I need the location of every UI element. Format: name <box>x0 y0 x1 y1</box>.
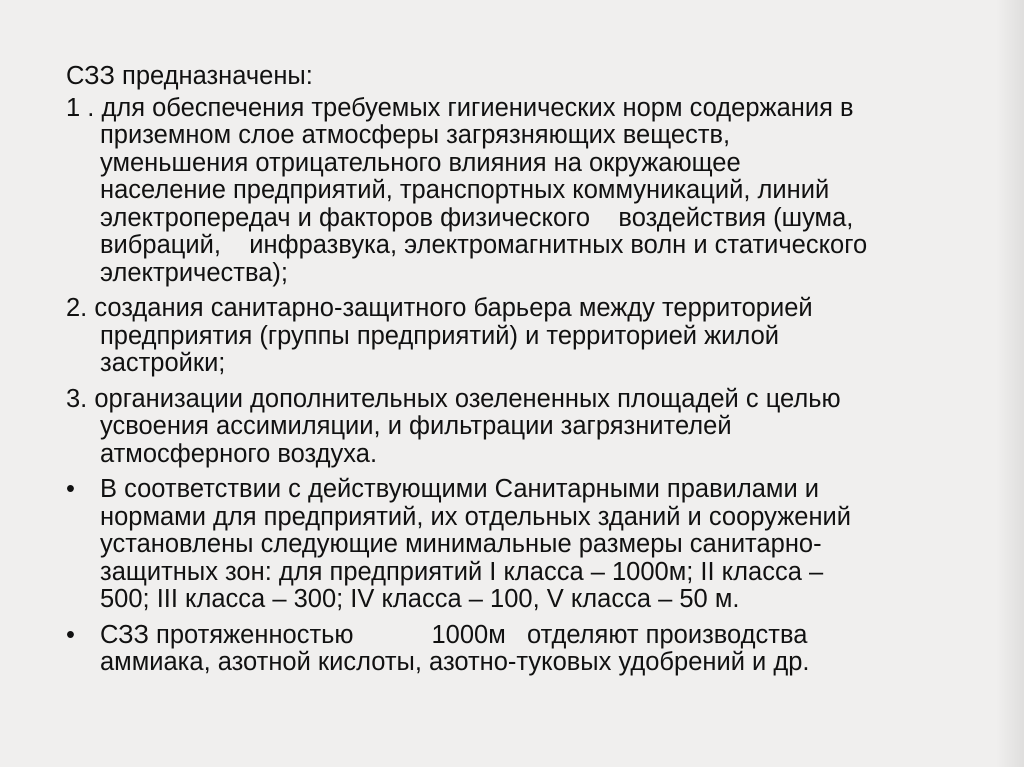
list-item-first-text: организации дополнительных озелененных площадей с целью <box>94 384 841 413</box>
list-item-line: застройки; <box>100 349 226 377</box>
list-item-line: нормами для предприятий, их отдельных зданий и сооружений <box>100 502 852 531</box>
list-item-line: население предприятий, транспортных коммуникаций, линий <box>100 176 830 204</box>
list-item-line: уменьшения отрицательного влияния на окружающее <box>100 148 741 177</box>
list-marker: 1 . <box>66 93 102 122</box>
list-item-first-text: для обеспечения требуемых гигиенических норм содержания в <box>101 93 854 122</box>
list-item-line: В соответствии с действующими Санитарными правилами и <box>100 475 820 503</box>
slide-body <box>66 63 986 685</box>
list-item-1 <box>66 95 986 288</box>
list-marker: 2. <box>66 294 95 322</box>
list-item-first-text: создания санитарно-защитного барьера между территорией <box>94 294 813 322</box>
list-marker: 3. <box>66 384 95 413</box>
slide-edge-shadow <box>996 0 1024 767</box>
list-item-text <box>100 476 986 614</box>
list-item-line: защитных зон: для предприятий I класса – 1000м; II класса – <box>100 557 824 586</box>
bullet-marker: • <box>66 620 75 649</box>
list-item-line: вибраций, инфразвука, электромагнитных волн и статического <box>100 231 868 259</box>
list-item-2 <box>66 295 986 378</box>
list-item-text <box>66 295 986 378</box>
list-item-3 <box>66 386 986 469</box>
list-item-line: электропередач и факторов физического воздействия (шума, <box>100 203 854 232</box>
list-item-line: 500; III класса – 300; IV класса – 100, V класса – 50 м. <box>100 585 740 613</box>
list-item-line: установлены следующие минимальные размеры санитарно- <box>100 530 822 558</box>
slide-title: СЗЗ предназначены: <box>66 62 313 90</box>
list-item-line: СЗЗ протяженностью 1000м отделяют производства <box>100 620 808 649</box>
list-item-text <box>66 386 986 469</box>
list-item-line: атмосферного воздуха. <box>100 439 378 468</box>
list-item-first-line <box>66 295 986 323</box>
list-item-line: аммиака, азотной кислоты, азотно-туковых удобрений и др. <box>100 648 810 676</box>
list-item-text <box>100 622 986 677</box>
bullet-item-1 <box>66 476 986 614</box>
bullet-marker: • <box>66 475 75 503</box>
list-item-first-line <box>66 386 986 414</box>
list-item-line: приземном слое атмосферы загрязняющих веществ, <box>100 121 731 149</box>
list-item-text <box>66 95 986 288</box>
list-item-line: предприятия (группы предприятий) и территорией жилой <box>100 321 780 350</box>
list-item-first-line <box>66 95 986 123</box>
list-item-line: усвоения ассимиляции, и фильтрации загрязнителей <box>100 412 732 440</box>
bullet-item-2 <box>66 622 986 677</box>
list-item-line: электричества); <box>100 258 288 287</box>
